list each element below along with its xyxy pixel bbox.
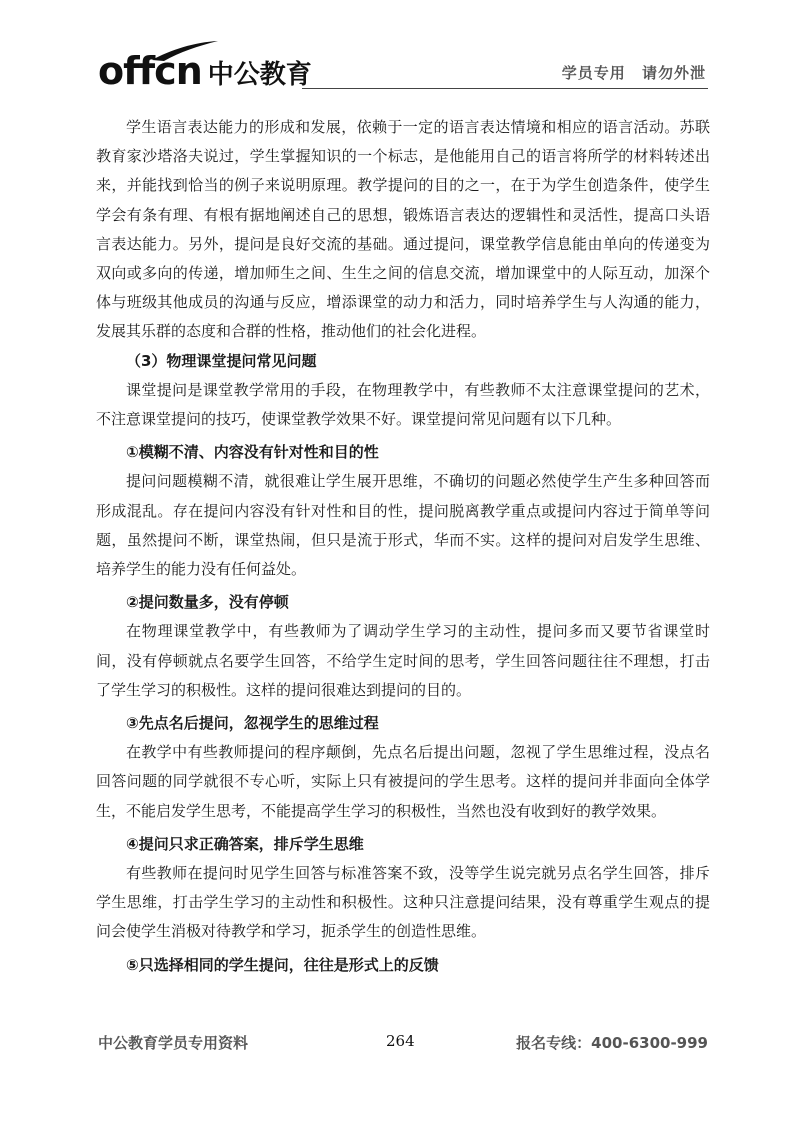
- page-number: 264: [386, 1032, 415, 1050]
- subheading-1: ①模糊不清、内容没有针对性和目的性: [126, 443, 379, 462]
- document-body: [96, 113, 710, 980]
- paragraph: 提问问题模糊不清，就很难让学生展开思维，不确切的问题必然使学生产生多种回答而形成混乱。存在提问内容没有针对性和目的性，提问脱离教学重点或提问内容过于简单等问题，虽然提问不断，课堂热闹，但只是流于形式，华而不实。这样的提问对启发学生思维、培养学生的能力没有任何益处。: [96, 472, 710, 579]
- paragraph: 在物理课堂教学中，有些教师为了调动学生学习的主动性，提问多而又要节省课堂时间，没有停顿就点名要学生回答，不给学生定时间的思考，学生回答问题往往不理想，打击了学生学习的积极性。这样的提问很难达到提问的目的。: [96, 622, 710, 699]
- header-confidential-note: 学员专用 请勿外泄: [561, 64, 706, 82]
- subheading-2: ②提问数量多，没有停顿: [126, 593, 289, 612]
- paragraph: 有些教师在提问时见学生回答与标准答案不致，没等学生说完就另点名学生回答，排斥学生思维，打击学生学习的主动性和积极性。这种只注意提问结果，没有尊重学生观点的提问会使学生消极对待教学和学习，扼杀学生的创造性思维。: [96, 864, 710, 941]
- subheading-3: ③先点名后提问，忽视学生的思维过程: [126, 714, 379, 733]
- logo-swoosh-icon: [150, 40, 220, 62]
- page-footer: [98, 1030, 708, 1056]
- paragraph: 课堂提问是课堂教学常用的手段，在物理教学中，有些教师不太注意课堂提问的艺术，不注意课堂提问的技巧，使课堂教学效果不好。课堂提问常见问题有以下几种。: [96, 380, 710, 429]
- subheading-5: ⑤只选择相同的学生提问，往往是形式上的反馈: [126, 955, 439, 974]
- footer-material-label: 中公教育学员专用资料: [98, 1034, 249, 1052]
- section-heading: （3）物理课堂提问常见问题: [126, 351, 317, 370]
- page-header: [98, 40, 708, 92]
- footer-hotline: 报名专线：400-6300-999: [516, 1034, 708, 1052]
- logo-chinese: 中公教育: [207, 60, 312, 90]
- subheading-4: ④提问只求正确答案，排斥学生思维: [126, 834, 364, 853]
- offcn-logo: [98, 44, 312, 93]
- paragraph: 学生语言表达能力的形成和发展，依赖于一定的语言表达情境和相应的语言活动。苏联教育家沙塔洛夫说过，学生掌握知识的一个标志，是他能用自己的语言将所学的材料转述出来，并能找到恰当的例子来说明原理。教学提问的目的之一，在于为学生创造条件，使学生学会有条有理、有根有据地阐述自己的思想，锻炼语言表达的逻辑性和灵活性，提高口头语言表达能力。另外，提问是良好交流的基础。通过提问，课堂教学信息能由单向的传递变为双向或多向的传递，增加师生之间、生生之间的信息交流，增加课堂中的人际互动，加深个体与班级其他成员的沟通与反应，增添课堂的动力和活力，同时培养学生与人沟通的能力，发展其乐群的态度和合群的性格，推动他们的社会化进程。: [96, 118, 710, 341]
- header-divider: [302, 88, 708, 89]
- logo-english: offcn: [98, 49, 202, 93]
- paragraph: 在教学中有些教师提问的程序颠倒，先点名后提出问题，忽视了学生思维过程，没点名回答问题的同学就很不专心听，实际上只有被提问的学生思考。这样的提问并非面向全体学生，不能启发学生思考，不能提高学生学习的积极性，当然也没有收到好的教学效果。: [96, 743, 710, 820]
